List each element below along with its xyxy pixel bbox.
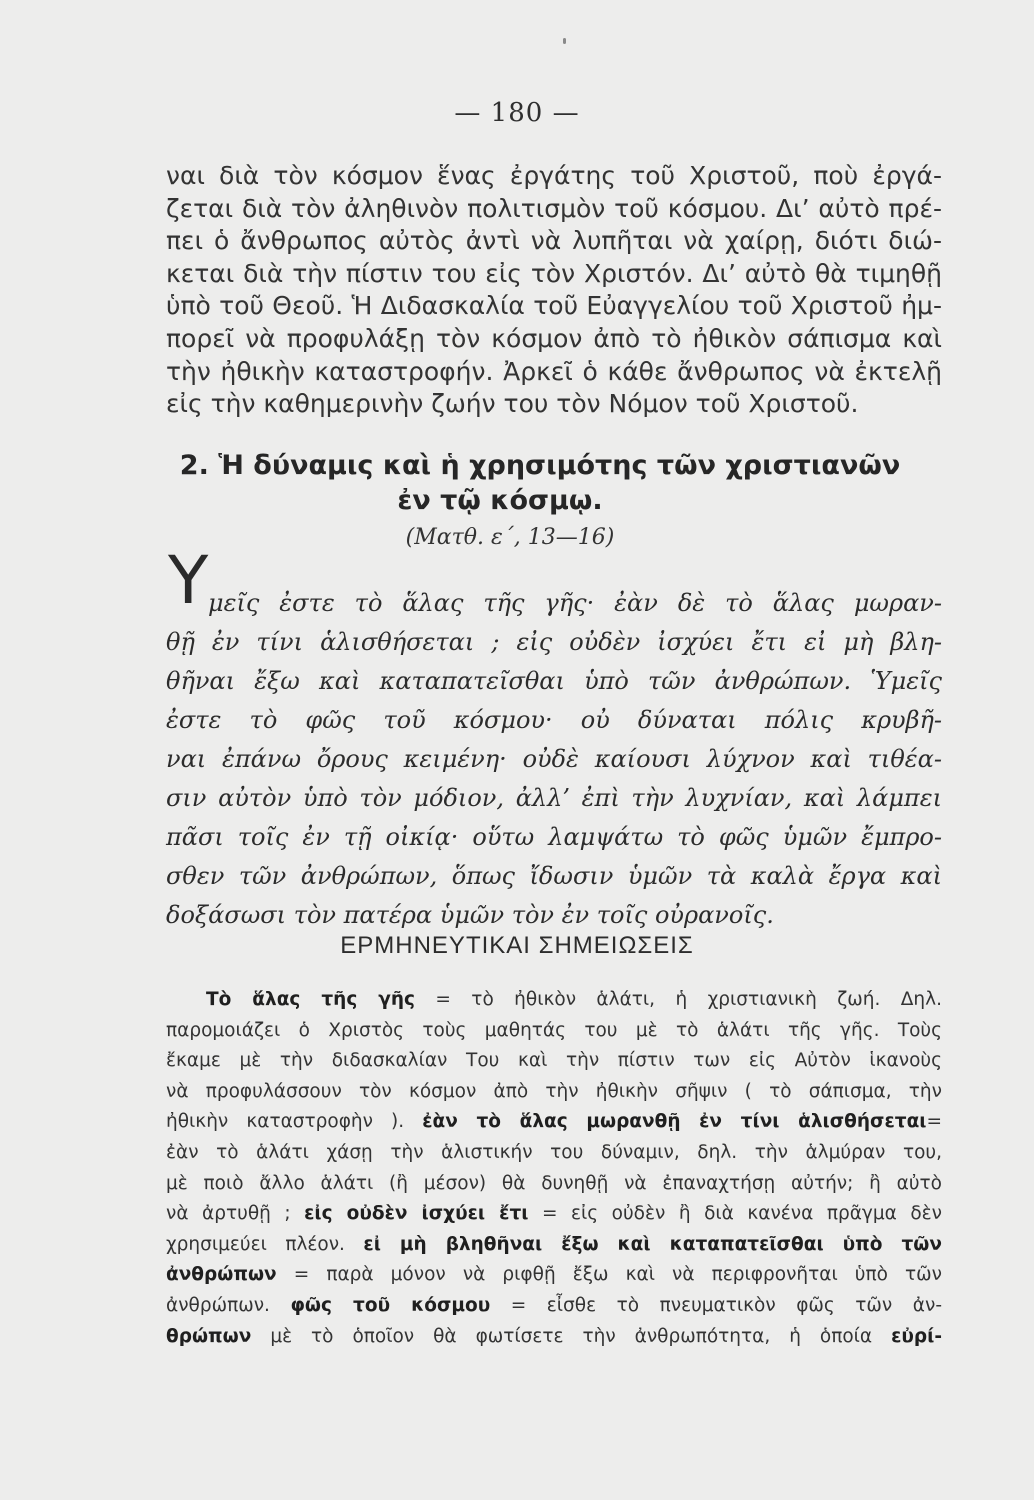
note-term: ἐὰν τὸ ἅλας μωρανθῇ ἐν τίνι ἁλισθήσεται <box>422 1111 927 1133</box>
note-text: ἠθικὴν καταστροφὴν ). <box>166 1111 423 1133</box>
text-line: ναι διὰ τὸν κόσμον ἕνας ἐργάτης τοῦ Χριστοῦ, ποὺ ἐργά- <box>166 161 942 190</box>
note-term: εὐρί- <box>891 1325 942 1347</box>
note-term: εἰ μὴ βληθῆναι ἔξω καὶ καταπατεῖσθαι ὑπὸ τῶν <box>363 1233 942 1255</box>
text-line: πει ὁ ἄνθρωπος αὐτὸς ἀντὶ νὰ λυπῆται νὰ χαίρῃ, διότι διώ- <box>166 226 942 256</box>
scripture-line: θῇ ἐν τίνι ἁλισθήσεται ; εἰς οὐδὲν ἰσχύει ἔτι εἰ μὴ βλη- <box>166 628 942 656</box>
note-line <box>166 985 942 1016</box>
note-text: = <box>926 1111 943 1133</box>
print-speck <box>563 38 566 44</box>
note-text: ἀνθρώπων. <box>166 1294 291 1316</box>
scripture-line: πᾶσι τοῖς ἐν τῇ οἰκίᾳ· οὕτω λαμψάτω τὸ φῶς ὑμῶν ἔμπρο- <box>166 823 942 851</box>
note-text: = εἰς οὐδὲν ἢ διὰ κανένα πρᾶγμα δὲν <box>528 1203 942 1225</box>
note-term: ἀνθρώπων <box>166 1264 277 1286</box>
section-heading: 2. Ἡ δύναμις καὶ ἡ χρησιμότης τῶν χριστιανῶν <box>179 450 901 481</box>
text-line: ὑπὸ τοῦ Θεοῦ. Ἡ Διδασκαλία τοῦ Εὐαγγελίου τοῦ Χριστοῦ ἠμ- <box>166 291 942 321</box>
scripture-line: δοξάσωσι τὸν πατέρα ὑμῶν τὸν ἐν τοῖς οὐρανοῖς. <box>166 901 774 929</box>
scripture-passage <box>166 584 942 935</box>
text-line: πορεῖ νὰ προφυλάξῃ τὸν κόσμον ἀπὸ τὸ ἠθικὸν σάπισμα καὶ <box>166 323 942 353</box>
explanatory-notes <box>166 985 942 1352</box>
note-line: παρομοιάζει ὁ Χριστὸς τοὺς μαθητάς του μὲ τὸ ἁλάτι τῆς γῆς. Τοὺς <box>166 1019 942 1041</box>
note-text: = παρὰ μόνον νὰ ριφθῇ ἔξω καὶ νὰ περιφρονῆται ὑπὸ τῶν <box>276 1264 942 1286</box>
note-term: θρώπων <box>166 1325 252 1347</box>
scripture-line: ναι ἐπάνω ὄρους κειμένη· οὐδὲ καίουσι λύχνον καὶ τιθέα- <box>166 745 942 773</box>
note-line <box>166 1291 942 1322</box>
note-term: εἰς οὐδὲν ἰσχύει ἔτι <box>304 1203 529 1225</box>
page-number: — 180 — <box>454 98 580 128</box>
note-term: φῶς τοῦ κόσμου <box>290 1294 491 1316</box>
note-text: = εἶσθε τὸ πνευματικὸν φῶς τῶν ἀν- <box>490 1294 942 1316</box>
scripture-line: ἐστε τὸ φῶς τοῦ κόσμου· οὐ δύναται πόλις κρυβῆ- <box>166 706 942 734</box>
note-text: μὲ τὸ ὁποῖον θὰ φωτίσετε τὴν ἀνθρωπότητα, ἡ ὁποία <box>251 1325 892 1347</box>
notes-title: ΕΡΜΗΝΕΥΤΙΚΑΙ ΣΗΜΕΙΩΣΕΙΣ <box>340 932 694 959</box>
text-line: ζεται διὰ τὸν ἀληθινὸν πολιτισμὸν τοῦ κόσμου. Δι’ αὐτὸ πρέ- <box>166 193 942 223</box>
paragraph-continued <box>166 160 942 421</box>
scripture-line: θῆναι ἔξω καὶ καταπατεῖσθαι ὑπὸ τῶν ἀνθρώπων. Ὑμεῖς <box>166 667 942 695</box>
note-text: = τὸ ἠθικὸν ἁλάτι, ἡ χριστιανικὴ ζωή. Δηλ. <box>415 989 942 1010</box>
note-line: ἔκαμε μὲ τὴν διδασκαλίαν Του καὶ τὴν πίστιν των εἰς Αὐτὸν ἱκανοὺς <box>166 1050 942 1072</box>
note-term: Τὸ ἅλας τῆς γῆς <box>206 989 415 1010</box>
text-line: τὴν ἠθικὴν καταστροφήν. Ἀρκεῖ ὁ κάθε ἄνθρωπος νὰ ἐκτελῇ <box>166 356 942 386</box>
drop-cap: Υ <box>168 542 209 619</box>
scripture-line: σθεν τῶν ἀνθρώπων, ὅπως ἴδωσιν ὑμῶν τὰ καλὰ ἔργα καὶ <box>166 862 942 890</box>
note-line <box>166 1107 942 1138</box>
note-text: νὰ ἀρτυθῇ ; <box>166 1203 305 1225</box>
note-text: χρησιμεύει πλέον. <box>166 1233 364 1255</box>
note-line: ἐὰν τὸ ἁλάτι χάσῃ τὴν ἁλιστικήν του δύναμιν, δηλ. τὴν ἁλμύραν του, <box>166 1141 942 1163</box>
scripture-reference: (Ματθ. ε΄, 13—16) <box>405 525 615 550</box>
note-line <box>166 1260 942 1291</box>
scripture-line: μεῖς ἐστε τὸ ἅλας τῆς γῆς· ἐὰν δὲ τὸ ἅλας μωραν- <box>208 589 942 617</box>
note-line: νὰ προφυλάσσουν τὸν κόσμον ἀπὸ τὴν ἠθικὴν σῆψιν ( τὸ σάπισμα, τὴν <box>166 1080 942 1102</box>
text-line: εἰς τὴν καθημερινὴν ζωήν του τὸν Νόμον τοῦ Χριστοῦ. <box>166 389 859 419</box>
note-line <box>166 1199 942 1230</box>
text-line: κεται διὰ τὴν πίστιν του εἰς τὸν Χριστόν. Δι’ αὐτὸ θὰ τιμηθῇ <box>166 258 942 288</box>
note-line <box>166 1322 942 1353</box>
note-line: μὲ ποιὸ ἄλλο ἁλάτι (ἢ μέσον) θὰ δυνηθῇ νὰ ἐπαναχτήσῃ αὐτήν; ἢ αὐτὸ <box>166 1172 942 1194</box>
note-line <box>166 1230 942 1261</box>
scripture-line: σιν αὐτὸν ὑπὸ τὸν μόδιον, ἀλλ’ ἐπὶ τὴν λυχνίαν, καὶ λάμπει <box>166 784 942 812</box>
section-heading-continued: ἐν τῷ κόσμῳ. <box>397 485 603 516</box>
